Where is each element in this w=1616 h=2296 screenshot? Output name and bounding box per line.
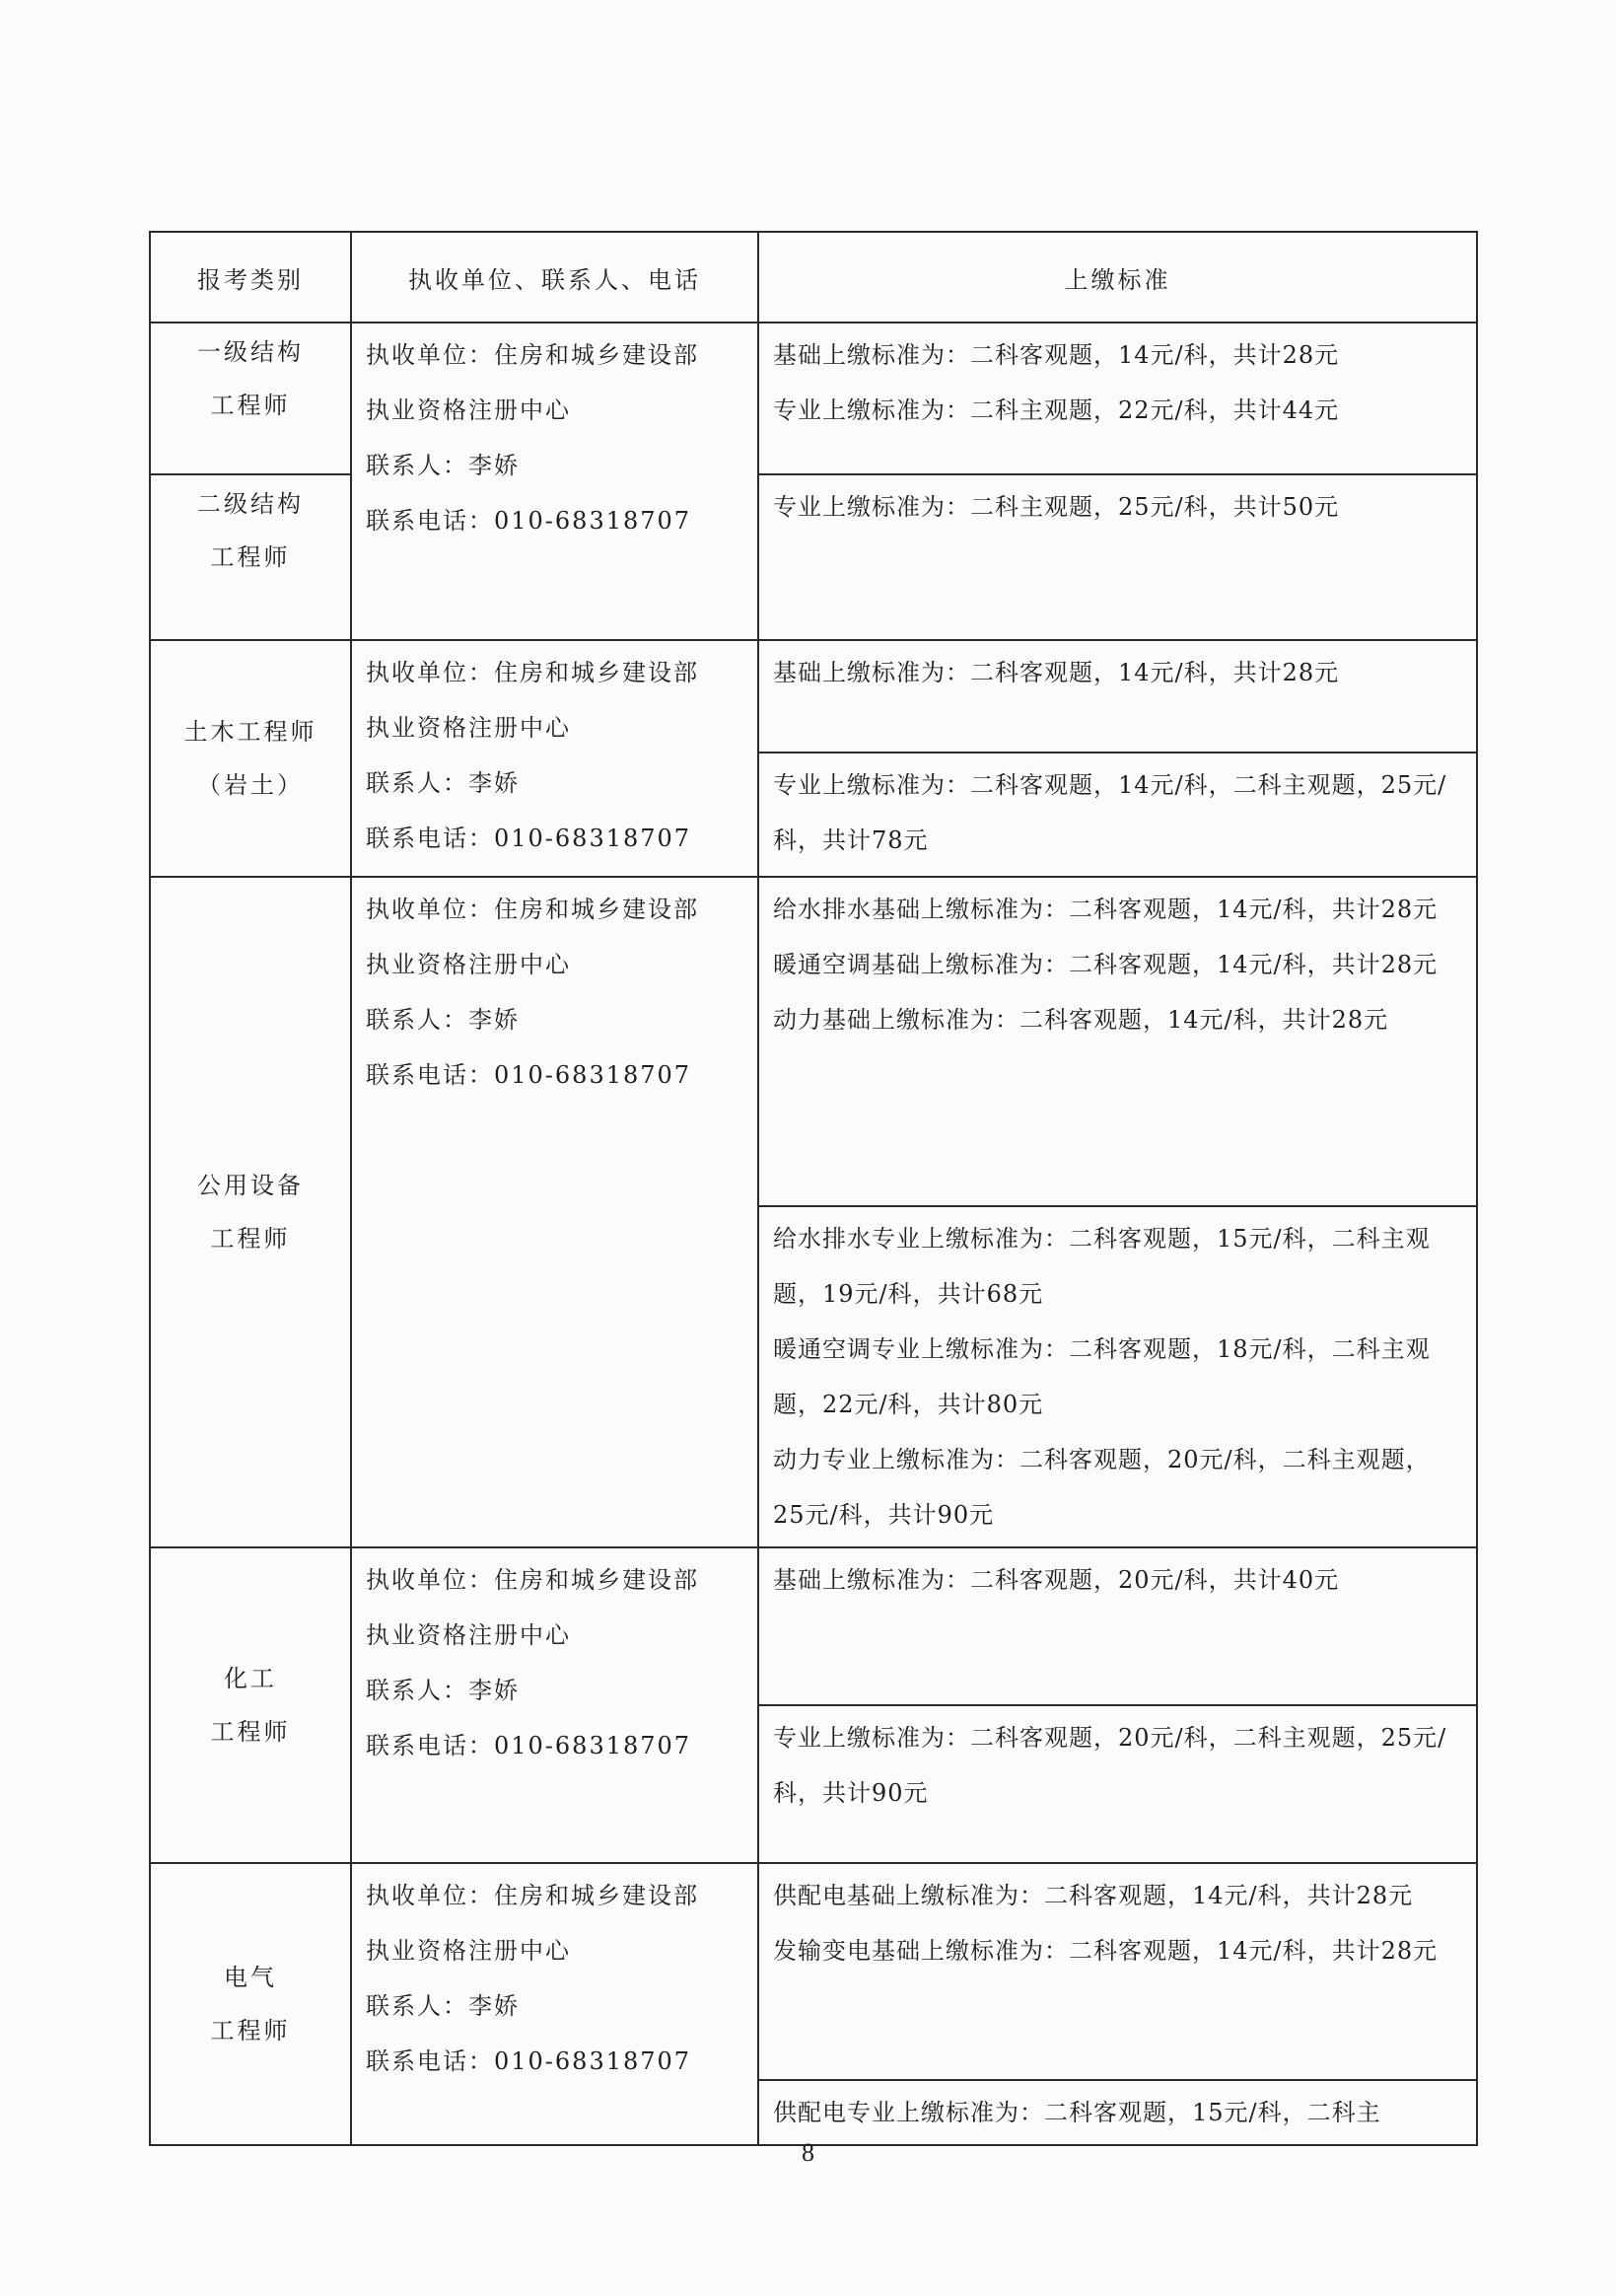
category-cell: 化工 工程师 [150, 1547, 351, 1863]
fee-cell: 供配电基础上缴标准为：二科客观题，14元/科，共计28元 发输变电基础上缴标准为：二科客观题，14元/科，共计28元 [758, 1863, 1477, 2080]
contact-phone: 联系电话：010-68318707 [366, 2047, 692, 2075]
fee-standards-table [149, 231, 1478, 2146]
fee-cell: 基础上缴标准为：二科客观题，20元/科，共计40元 [758, 1547, 1477, 1705]
table-row [150, 323, 1477, 474]
category-cell: 土木工程师 （岩土） [150, 640, 351, 877]
unit-contact-cell: 执收单位：住房和城乡建设部 执业资格注册中心 联系人：李娇 联系电话：010-68318707 [351, 1863, 758, 2145]
category-cell: 二级结构 工程师 [150, 474, 351, 640]
table-row [150, 1863, 1477, 2080]
unit-contact-cell: 执收单位：住房和城乡建设部 执业资格注册中心 联系人：李娇 联系电话：010-68318707 [351, 1547, 758, 1863]
table-row [150, 474, 1477, 640]
category-cell: 一级结构 工程师 [150, 323, 351, 474]
contact-phone: 联系电话：010-68318707 [366, 1732, 692, 1759]
page-number: 8 [802, 2138, 814, 2167]
fee-cell: 基础上缴标准为：二科客观题，14元/科，共计28元 [758, 640, 1477, 753]
unit-contact-cell: 执收单位：住房和城乡建设部 执业资格注册中心 联系人：李娇 联系电话：010-68318707 [351, 640, 758, 877]
unit-contact-cell: 执收单位：住房和城乡建设部 执业资格注册中心 联系人：李娇 联系电话：010-68318707 [351, 877, 758, 1547]
table-row [150, 877, 1477, 1206]
table-row [150, 640, 1477, 753]
unit-contact-cell: 执收单位：住房和城乡建设部 执业资格注册中心 联系人：李娇 联系电话：010-68318707 [351, 323, 758, 640]
contact-phone: 联系电话：010-68318707 [366, 1061, 692, 1089]
header-fee-standard: 上缴标准 [758, 232, 1477, 323]
contact-phone: 联系电话：010-68318707 [366, 507, 692, 535]
category-cell: 公用设备 工程师 [150, 877, 351, 1547]
table-row [150, 1547, 1477, 1705]
fee-cell: 给水排水专业上缴标准为：二科客观题，15元/科，二科主观题，19元/科，共计68元 暖通空调专业上缴标准为：二科客观题，18元/科，二科主观题，22元/科，共计80元 动力专业上缴标准为：二科客观题，20元/科，二科主观题，25元/科，共计90元 [758, 1206, 1477, 1547]
fee-cell: 给水排水基础上缴标准为：二科客观题，14元/科，共计28元 暖通空调基础上缴标准为：二科客观题，14元/科，共计28元 动力基础上缴标准为：二科客观题，14元/科，共计28元 [758, 877, 1477, 1206]
category-cell: 电气 工程师 [150, 1863, 351, 2145]
table-header-row [150, 232, 1477, 323]
fee-cell: 供配电专业上缴标准为：二科客观题，15元/科，二科主 [758, 2080, 1477, 2145]
header-category: 报考类别 [150, 232, 351, 323]
header-unit-contact: 执收单位、联系人、电话 [351, 232, 758, 323]
fee-cell: 专业上缴标准为：二科主观题，25元/科，共计50元 [758, 474, 1477, 640]
contact-phone: 联系电话：010-68318707 [366, 825, 692, 852]
fee-cell: 基础上缴标准为：二科客观题，14元/科，共计28元 专业上缴标准为：二科主观题，22元/科，共计44元 [758, 323, 1477, 474]
fee-cell: 专业上缴标准为：二科客观题，20元/科，二科主观题，25元/科，共计90元 [758, 1705, 1477, 1863]
fee-cell: 专业上缴标准为：二科客观题，14元/科，二科主观题，25元/科，共计78元 [758, 753, 1477, 877]
